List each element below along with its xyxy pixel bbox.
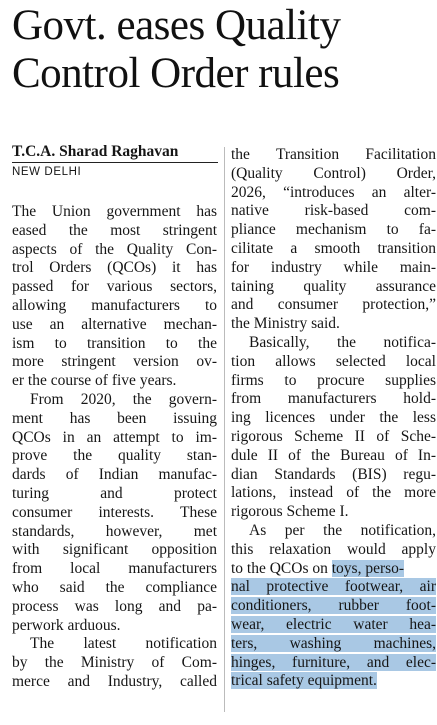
text-line	[12, 222, 217, 241]
text-line	[12, 372, 217, 391]
article-column-1	[12, 203, 217, 692]
text-line	[231, 315, 436, 334]
highlighted-text: hinges, furniture, and elec-	[231, 653, 436, 671]
text-line	[12, 447, 217, 466]
text-line	[12, 259, 217, 278]
text-line	[231, 503, 436, 522]
text-line	[12, 504, 217, 523]
text-line	[231, 202, 436, 221]
text-line	[231, 597, 436, 616]
text-line	[12, 203, 217, 222]
text-line-plain: dule II of the Bureau of In-	[231, 446, 436, 464]
dateline: NEW DELHI	[12, 166, 82, 178]
text-line	[231, 259, 436, 278]
text-line	[12, 353, 217, 372]
text-line	[231, 146, 436, 165]
text-line-plain: From 2020, the govern-	[30, 390, 217, 408]
text-line-plain: and consumer protection,”	[231, 296, 436, 314]
text-line	[231, 240, 436, 259]
text-line-plain: aspects of the Quality Con-	[12, 240, 217, 258]
text-line-plain: dards of Indian manufac-	[12, 466, 217, 484]
text-line-plain: rigorous Scheme II of Sche-	[231, 427, 436, 445]
text-line	[231, 165, 436, 184]
text-line	[231, 635, 436, 654]
text-line	[12, 579, 217, 598]
text-line-plain: QCOs in an attempt to im-	[12, 428, 217, 446]
text-line	[12, 560, 217, 579]
text-line	[231, 428, 436, 447]
column-divider	[224, 147, 225, 712]
highlighted-text: conditioners, rubber foot-	[231, 597, 436, 615]
text-line	[231, 466, 436, 485]
text-line	[231, 334, 436, 353]
text-line	[12, 297, 217, 316]
text-line-plain: er the course of five years.	[12, 372, 177, 390]
text-line-plain: perwork arduous.	[12, 616, 121, 634]
text-line-plain: the Ministry said.	[231, 315, 340, 333]
text-line-plain: As per the notification,	[249, 521, 436, 539]
text-line-plain: this relaxation would apply	[231, 540, 436, 558]
text-line	[231, 578, 436, 597]
text-line	[231, 390, 436, 409]
text-line-plain: who said the compliance	[12, 578, 217, 596]
text-line-plain: more stringent version ov-	[12, 353, 217, 371]
text-line	[12, 635, 217, 654]
text-line	[231, 278, 436, 297]
text-line	[12, 673, 217, 692]
text-line-plain: cilitate a smooth transition	[231, 239, 436, 257]
text-line	[231, 409, 436, 428]
text-line-plain: eased the most stringent	[12, 221, 217, 239]
text-line	[231, 654, 436, 673]
text-line-plain: for industry while main-	[231, 258, 436, 276]
text-line	[231, 672, 436, 691]
text-line	[12, 485, 217, 504]
text-line	[12, 429, 217, 448]
highlighted-text: toys, perso-	[331, 559, 405, 577]
text-line-plain: merce and Industry, called	[12, 672, 217, 690]
text-line-plain: allowing manufacturers to	[12, 296, 217, 314]
article-column-2	[231, 146, 436, 691]
text-line-plain: with significant opposition	[12, 541, 217, 559]
text-line	[12, 654, 217, 673]
text-line	[231, 484, 436, 503]
text-line	[12, 598, 217, 617]
text-line-plain: process was long and pa-	[12, 597, 217, 615]
text-line	[12, 617, 217, 636]
text-line-plain: passed for various sectors,	[12, 278, 217, 296]
text-line-plain: use an alternative mechan-	[12, 315, 217, 333]
text-line	[231, 541, 436, 560]
headline	[12, 2, 432, 98]
text-line	[231, 522, 436, 541]
text-line	[231, 560, 436, 579]
highlighted-text: ters, washing machines,	[231, 634, 436, 652]
text-line	[12, 241, 217, 260]
text-line-plain: tion allows selected local	[231, 352, 436, 370]
text-line-plain: 2026, “introduces an alter-	[231, 183, 436, 201]
text-line-plain: prove the quality stan-	[12, 447, 217, 465]
text-line-plain: dian Standards (BIS) regu-	[231, 465, 436, 483]
text-line-plain: from manufacturers hold-	[231, 390, 436, 408]
highlighted-text: trical safety equipment.	[231, 672, 377, 690]
text-line-plain: ment has been issuing	[12, 409, 217, 427]
headline-line: Govt. eases Quality	[12, 2, 341, 49]
highlighted-text: nal protective footwear, air	[231, 578, 436, 596]
byline: T.C.A. Sharad Raghavan	[12, 143, 179, 160]
text-line-plain: (Quality Control) Order,	[231, 164, 436, 182]
highlighted-text: wear, electric water hea-	[231, 615, 436, 633]
text-line-plain: ism to transition to the	[12, 334, 217, 352]
text-line	[231, 447, 436, 466]
text-line-plain: lations, instead of the more	[231, 484, 436, 502]
text-line	[12, 541, 217, 560]
text-line	[12, 335, 217, 354]
text-line-plain: from local manufacturers	[12, 560, 217, 578]
text-line-plain: taining quality assurance	[231, 277, 436, 295]
text-line	[231, 184, 436, 203]
text-line-plain: The Union government has	[12, 203, 217, 220]
text-line-plain: native risk-based com-	[231, 202, 436, 220]
text-line	[231, 372, 436, 391]
text-line-plain: Basically, the notifica-	[249, 333, 436, 351]
text-line-plain: to the QCOs on	[231, 559, 332, 577]
text-line-plain: The latest notification	[30, 635, 217, 653]
text-line-plain: rigorous Scheme I.	[231, 503, 349, 521]
text-line	[231, 616, 436, 635]
text-line	[12, 316, 217, 335]
text-line	[12, 523, 217, 542]
text-line-plain: trol Orders (QCOs) it has	[12, 259, 217, 277]
text-line-plain: turing and protect	[12, 484, 217, 502]
byline-rule	[12, 162, 218, 163]
text-line	[12, 410, 217, 429]
text-line	[12, 466, 217, 485]
text-line-plain: consumer interests. These	[12, 503, 217, 521]
text-line	[12, 391, 217, 410]
text-line	[231, 353, 436, 372]
text-line-plain: the Transition Facilitation	[231, 146, 436, 163]
text-line-plain: firms to procure supplies	[231, 371, 436, 389]
text-line-plain: ing licences under the less	[231, 409, 436, 427]
text-line-plain: by the Ministry of Com-	[12, 654, 217, 672]
text-line-plain: pliance mechanism to fa-	[231, 221, 436, 239]
text-line	[12, 278, 217, 297]
text-line	[231, 221, 436, 240]
text-line-plain: standards, however, met	[12, 522, 217, 540]
text-line	[231, 296, 436, 315]
headline-line: Control Order rules	[12, 50, 340, 97]
